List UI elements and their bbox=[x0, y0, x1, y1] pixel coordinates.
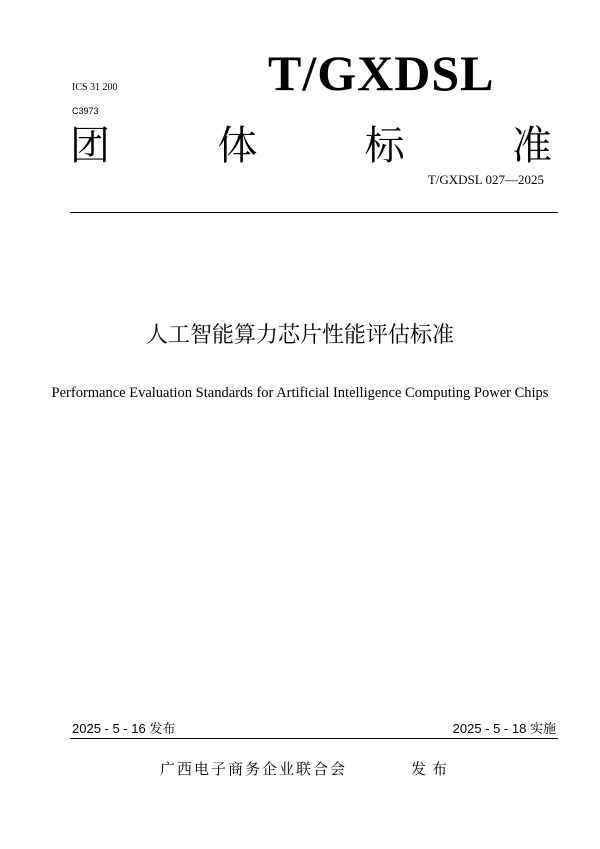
ccs-code: C3973 bbox=[72, 106, 99, 116]
document-type-heading bbox=[70, 123, 552, 169]
implementation-date: 2025 - 5 - 18 实施 bbox=[452, 721, 556, 736]
doc-type-char-2: 体 bbox=[217, 123, 258, 169]
ics-code: ICS 31 200 bbox=[72, 82, 118, 93]
doc-type-char-4: 准 bbox=[511, 123, 552, 169]
doc-type-char-1: 团 bbox=[70, 123, 110, 169]
title-english: Performance Evaluation Standards for Artificial Intelligence Computing Power Chips bbox=[51, 385, 549, 401]
doc-type-char-3: 标 bbox=[364, 123, 405, 169]
header-divider bbox=[70, 212, 558, 213]
standard-logo: T/GXDSL bbox=[268, 45, 495, 101]
standard-number: T/GXDSL 027—2025 bbox=[427, 172, 544, 187]
footer-divider bbox=[70, 738, 558, 739]
title-chinese: 人工智能算力芯片性能评估标准 bbox=[145, 323, 454, 348]
publish-label: 发布 bbox=[411, 760, 454, 778]
publish-date: 2025 - 5 - 16 发布 bbox=[72, 721, 176, 736]
publisher-name: 广西电子商务企业联合会 bbox=[160, 760, 348, 778]
